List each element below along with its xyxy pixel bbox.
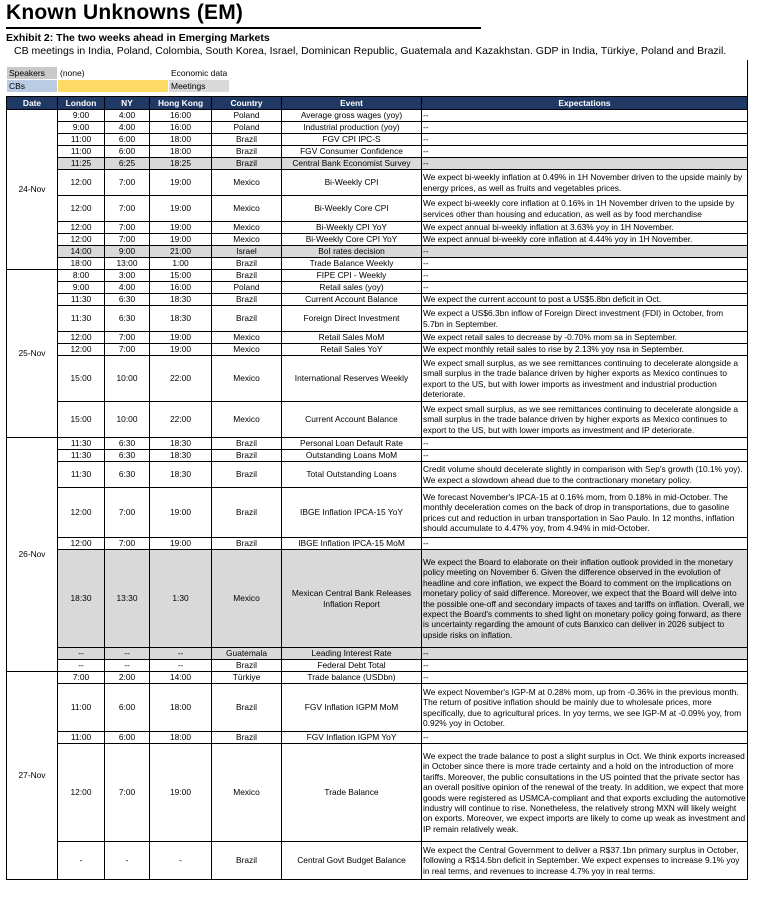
country-cell: Brazil	[212, 450, 282, 462]
london-time: 12:00	[58, 344, 105, 356]
event-cell: Bi-Weekly Core CPI	[282, 196, 422, 222]
ny-time: 4:00	[105, 110, 150, 122]
ny-time: 6:00	[105, 732, 150, 744]
event-cell: Trade Balance	[282, 744, 422, 842]
country-cell: Mexico	[212, 196, 282, 222]
table-row	[7, 246, 748, 258]
country-cell: Brazil	[212, 488, 282, 538]
date-cell: 24-Nov	[7, 110, 58, 270]
hongkong-time: 14:00	[150, 672, 212, 684]
hongkong-time: 18:00	[150, 732, 212, 744]
expectation-cell: We expect bi-weekly core inflation at 0.16% in 1H November driven to the upside by services other than housing and education, as well as by food merchandise	[422, 196, 748, 222]
ny-time: -	[105, 842, 150, 880]
country-cell: Mexico	[212, 550, 282, 648]
event-cell: FGV CPI IPC-S	[282, 134, 422, 146]
event-cell: Central Bank Economist Survey	[282, 158, 422, 170]
event-cell: IBGE Inflation IPCA-15 MoM	[282, 538, 422, 550]
hongkong-time: 18:00	[150, 684, 212, 732]
hongkong-time: 19:00	[150, 344, 212, 356]
london-time: 11:00	[58, 732, 105, 744]
col-header-expectations: Expectations	[422, 97, 748, 110]
hongkong-time: 22:00	[150, 402, 212, 438]
country-cell: Brazil	[212, 732, 282, 744]
country-cell: Mexico	[212, 222, 282, 234]
hongkong-time: 16:00	[150, 122, 212, 134]
expectation-cell: We expect the Board to elaborate on their inflation outlook provided in the monetary policy meeting on November 6. Given the difference observed in the evolution of headline and core inflation, we expect the Board to comment on the implications on monetary policy of said difference. Moreover, we expect that the Board will delve into the possible one-off and secondary impacts of taxes and tariffs on inflation. Overall, we expect the Board's comments to shed light on monetary policy going forward, as there is uncertainty regarding the amount of cuts Banxico can deliver in 2026 subject to upside risks on inflation.	[422, 550, 748, 648]
table-row	[7, 732, 748, 744]
event-cell: FGV Inflation IGPM YoY	[282, 732, 422, 744]
london-time: --	[58, 648, 105, 660]
col-header-hongkong: Hong Kong	[150, 97, 212, 110]
hongkong-time: 1:30	[150, 550, 212, 648]
events-table	[6, 96, 748, 880]
london-time: 12:00	[58, 488, 105, 538]
expectation-cell: --	[422, 146, 748, 158]
london-time: 15:00	[58, 356, 105, 402]
hongkong-time: 18:30	[150, 450, 212, 462]
country-cell: Türkiye	[212, 672, 282, 684]
table-row	[7, 170, 748, 196]
expectation-cell: --	[422, 732, 748, 744]
expectation-cell: We expect the Central Government to deliver a R$37.1bn primary surplus in October, following a R$14.5bn deficit in September. We expect expenses to increase 9.1% yoy in real terms, and revenues to increase 4.7% yoy in real terms.	[422, 842, 748, 880]
legend-cbs-swatch	[58, 80, 169, 93]
ny-time: 6:00	[105, 134, 150, 146]
hongkong-time: 19:00	[150, 170, 212, 196]
expectation-cell: We expect monthly retail sales to rise by 2.13% yoy nsa in September.	[422, 344, 748, 356]
country-cell: Brazil	[212, 462, 282, 488]
table-row	[7, 222, 748, 234]
expectation-cell: --	[422, 450, 748, 462]
table-row	[7, 282, 748, 294]
event-cell: Retail Sales MoM	[282, 332, 422, 344]
country-cell: Brazil	[212, 158, 282, 170]
expectation-cell: --	[422, 258, 748, 270]
country-cell: Brazil	[212, 842, 282, 880]
event-cell: Bi-Weekly Core CPI YoY	[282, 234, 422, 246]
col-header-london: London	[58, 97, 105, 110]
table-row	[7, 660, 748, 672]
london-time: 11:30	[58, 438, 105, 450]
table-row	[7, 684, 748, 732]
exhibit-title: Exhibit 2: The two weeks ahead in Emerging Markets	[6, 32, 270, 44]
col-header-event: Event	[282, 97, 422, 110]
table-row	[7, 672, 748, 684]
expectation-cell: We expect November's IGP-M at 0.28% mom, up from -0.36% in the previous month. The return of positive inflation should be mainly due to wholesale prices, more specifically, due to agricultural prices. In yoy terms, we see IGP-M at -0.09% yoy, from 0.92% yoy in October.	[422, 684, 748, 732]
london-time: 18:00	[58, 258, 105, 270]
legend	[6, 66, 230, 93]
country-cell: Mexico	[212, 344, 282, 356]
table-row	[7, 332, 748, 344]
ny-time: 9:00	[105, 246, 150, 258]
event-cell: Trade balance (USDbn)	[282, 672, 422, 684]
event-cell: FGV Consumer Confidence	[282, 146, 422, 158]
country-cell: Mexico	[212, 332, 282, 344]
ny-time: 13:30	[105, 550, 150, 648]
expectation-cell: --	[422, 110, 748, 122]
country-cell: Brazil	[212, 306, 282, 332]
country-cell: Mexico	[212, 402, 282, 438]
london-time: 11:00	[58, 146, 105, 158]
table-row	[7, 450, 748, 462]
expectation-cell: --	[422, 134, 748, 146]
hongkong-time: 18:00	[150, 134, 212, 146]
divider-line	[747, 60, 748, 96]
legend-meetings: Meetings	[169, 80, 230, 93]
country-cell: Brazil	[212, 660, 282, 672]
event-cell: Leading Interest Rate	[282, 648, 422, 660]
hongkong-time: 1:00	[150, 258, 212, 270]
table-row	[7, 344, 748, 356]
col-header-date: Date	[7, 97, 58, 110]
hongkong-time: 18:30	[150, 462, 212, 488]
country-cell: Mexico	[212, 744, 282, 842]
ny-time: 10:00	[105, 402, 150, 438]
london-time: 11:00	[58, 684, 105, 732]
hongkong-time: 15:00	[150, 270, 212, 282]
event-cell: Retail Sales YoY	[282, 344, 422, 356]
country-cell: Guatemala	[212, 648, 282, 660]
expectation-cell: We expect small surplus, as we see remittances continuing to decelerate alongside a small surplus in the trade balance driven by higher exports as Mexico continues to export to the US, but with lower imports as investment and industrial production deteriorate.	[422, 356, 748, 402]
expectation-cell: --	[422, 672, 748, 684]
table-row	[7, 402, 748, 438]
hongkong-time: --	[150, 648, 212, 660]
ny-time: 6:30	[105, 450, 150, 462]
expectation-cell: --	[422, 246, 748, 258]
london-time: 8:00	[58, 270, 105, 282]
country-cell: Brazil	[212, 270, 282, 282]
hongkong-time: 16:00	[150, 282, 212, 294]
event-cell: Industrial production (yoy)	[282, 122, 422, 134]
hongkong-time: 19:00	[150, 538, 212, 550]
country-cell: Mexico	[212, 234, 282, 246]
london-time: 15:00	[58, 402, 105, 438]
country-cell: Brazil	[212, 258, 282, 270]
event-cell: Trade Balance Weekly	[282, 258, 422, 270]
country-cell: Mexico	[212, 170, 282, 196]
expectation-cell: We expect the trade balance to post a slight surplus in Oct. We think exports increased in October since there is more trade certainty and a hold on the introduction of more tariffs. Moreover, the public consultations in the US pointed that the private sector has an overall positive opinion of the renewal of the treaty. In addition, we expect that more goods were registered as USMCA-compliant and that exports excluding the automotive industry will continue to rise. Nonetheless, the relatively strong MXN will likely weight on exports. Moreover, we expect imports are likely to come up weak as investment and IP remain relatively weak.	[422, 744, 748, 842]
table-row	[7, 270, 748, 282]
date-cell: 26-Nov	[7, 438, 58, 672]
table-row	[7, 462, 748, 488]
country-cell: Poland	[212, 122, 282, 134]
hongkong-time: 18:25	[150, 158, 212, 170]
london-time: -	[58, 842, 105, 880]
ny-time: 4:00	[105, 282, 150, 294]
event-cell: Retail sales (yoy)	[282, 282, 422, 294]
london-time: 14:00	[58, 246, 105, 258]
expectation-cell: --	[422, 660, 748, 672]
country-cell: Poland	[212, 282, 282, 294]
expectation-cell: --	[422, 158, 748, 170]
table-row	[7, 538, 748, 550]
ny-time: --	[105, 648, 150, 660]
country-cell: Brazil	[212, 438, 282, 450]
ny-time: 13:00	[105, 258, 150, 270]
col-header-ny: NY	[105, 97, 150, 110]
expectation-cell: --	[422, 438, 748, 450]
ny-time: 7:00	[105, 344, 150, 356]
ny-time: 6:25	[105, 158, 150, 170]
expectation-cell: We expect retail sales to decrease by -0.70% mom sa in September.	[422, 332, 748, 344]
event-cell: Current Account Balance	[282, 294, 422, 306]
expectation-cell: --	[422, 538, 748, 550]
event-cell: Bi-Weekly CPI	[282, 170, 422, 196]
table-row	[7, 134, 748, 146]
london-time: 12:00	[58, 234, 105, 246]
table-row	[7, 648, 748, 660]
table-row	[7, 306, 748, 332]
london-time: 11:30	[58, 306, 105, 332]
expectation-cell: We expect a US$6.3bn inflow of Foreign Direct investment (FDI) in October, from 5.7bn in September.	[422, 306, 748, 332]
hongkong-time: 18:30	[150, 306, 212, 332]
country-cell: Brazil	[212, 134, 282, 146]
date-cell: 27-Nov	[7, 672, 58, 880]
hongkong-time: 22:00	[150, 356, 212, 402]
event-cell: Foreign Direct Investment	[282, 306, 422, 332]
table-row	[7, 196, 748, 222]
event-cell: Current Account Balance	[282, 402, 422, 438]
country-cell: Israel	[212, 246, 282, 258]
date-cell: 25-Nov	[7, 270, 58, 438]
ny-time: 6:30	[105, 462, 150, 488]
country-cell: Brazil	[212, 684, 282, 732]
hongkong-time: 18:30	[150, 294, 212, 306]
ny-time: 7:00	[105, 332, 150, 344]
event-cell: Total Outstanding Loans	[282, 462, 422, 488]
expectation-cell: --	[422, 270, 748, 282]
expectation-cell: We expect the current account to post a US$5.8bn deficit in Oct.	[422, 294, 748, 306]
hongkong-time: 21:00	[150, 246, 212, 258]
table-row	[7, 842, 748, 880]
ny-time: 7:00	[105, 234, 150, 246]
london-time: 12:00	[58, 196, 105, 222]
ny-time: 4:00	[105, 122, 150, 134]
table-row	[7, 356, 748, 402]
ny-time: 2:00	[105, 672, 150, 684]
event-cell: Bi-Weekly CPI YoY	[282, 222, 422, 234]
event-cell: FIPE CPI - Weekly	[282, 270, 422, 282]
ny-time: 7:00	[105, 222, 150, 234]
london-time: 12:00	[58, 744, 105, 842]
title-rule	[6, 27, 481, 29]
event-cell: Average gross wages (yoy)	[282, 110, 422, 122]
table-row	[7, 488, 748, 538]
ny-time: 6:00	[105, 684, 150, 732]
event-cell: FGV Inflation IGPM MoM	[282, 684, 422, 732]
table-row	[7, 744, 748, 842]
ny-time: 6:00	[105, 146, 150, 158]
london-time: 11:00	[58, 134, 105, 146]
country-cell: Brazil	[212, 146, 282, 158]
expectation-cell: We forecast November's IPCA-15 at 0.16% mom, from 0.18% in mid-October. The monthly deceleration comes on the back of drop in transportations, due to gasoline prices cut and reduction in urban transportation in Sao Paulo. In 12 months, inflation should accumulate to 4.47% yoy, from 4.94% in mid-October.	[422, 488, 748, 538]
expectation-cell: We expect annual bi-weekly inflation at 3.63% yoy in 1H November.	[422, 222, 748, 234]
ny-time: --	[105, 660, 150, 672]
table-row	[7, 146, 748, 158]
table-row	[7, 294, 748, 306]
legend-speakers-label: Speakers	[7, 67, 58, 80]
expectation-cell: We expect small surplus, as we see remittances continuing to decelerate alongside a small surplus in the trade balance driven by higher exports as Mexico continues to export to the US, but with lower imports as investment and IP deteriorate.	[422, 402, 748, 438]
table-row	[7, 550, 748, 648]
legend-economic-data: Economic data	[169, 67, 230, 80]
london-time: 9:00	[58, 282, 105, 294]
london-time: 9:00	[58, 122, 105, 134]
hongkong-time: 19:00	[150, 488, 212, 538]
london-time: 12:00	[58, 538, 105, 550]
table-row	[7, 438, 748, 450]
event-cell: BoI rates decision	[282, 246, 422, 258]
col-header-country: Country	[212, 97, 282, 110]
hongkong-time: 16:00	[150, 110, 212, 122]
ny-time: 6:30	[105, 294, 150, 306]
legend-speakers-value: (none)	[58, 67, 169, 80]
hongkong-time: 19:00	[150, 744, 212, 842]
london-time: 7:00	[58, 672, 105, 684]
ny-time: 6:30	[105, 306, 150, 332]
table-row	[7, 234, 748, 246]
event-cell: Personal Loan Default Rate	[282, 438, 422, 450]
ny-time: 7:00	[105, 744, 150, 842]
expectation-cell: --	[422, 648, 748, 660]
hongkong-time: 19:00	[150, 222, 212, 234]
ny-time: 7:00	[105, 196, 150, 222]
london-time: 12:00	[58, 222, 105, 234]
expectation-cell: We expect bi-weekly inflation at 0.49% in 1H November driven to the upside mainly by energy prices, as well as fruits and vegetables prices.	[422, 170, 748, 196]
london-time: 11:25	[58, 158, 105, 170]
page-title: Known Unknowns (EM)	[6, 1, 244, 24]
ny-time: 7:00	[105, 538, 150, 550]
country-cell: Brazil	[212, 538, 282, 550]
hongkong-time: -	[150, 842, 212, 880]
country-cell: Mexico	[212, 356, 282, 402]
hongkong-time: 18:30	[150, 438, 212, 450]
table-header	[7, 97, 748, 110]
country-cell: Poland	[212, 110, 282, 122]
ny-time: 7:00	[105, 170, 150, 196]
event-cell: IBGE Inflation IPCA-15 YoY	[282, 488, 422, 538]
london-time: 18:30	[58, 550, 105, 648]
table-row	[7, 158, 748, 170]
london-time: 11:30	[58, 294, 105, 306]
hongkong-time: --	[150, 660, 212, 672]
ny-time: 10:00	[105, 356, 150, 402]
expectation-cell: Credit volume should decelerate slightly in comparison with Sep's growth (10.1% yoy). We expect a slowdown ahead due to the contractionary monetary policy.	[422, 462, 748, 488]
hongkong-time: 19:00	[150, 196, 212, 222]
exhibit-subtitle: CB meetings in India, Poland, Colombia, South Korea, Israel, Dominican Republic, Guatemala and Kazakhstan. GDP in India, Türkiye, Poland and Brazil.	[14, 45, 727, 57]
ny-time: 7:00	[105, 488, 150, 538]
london-time: 9:00	[58, 110, 105, 122]
table-row	[7, 110, 748, 122]
event-cell: Mexican Central Bank Releases Inflation Report	[282, 550, 422, 648]
hongkong-time: 19:00	[150, 234, 212, 246]
expectation-cell: --	[422, 282, 748, 294]
table-row	[7, 122, 748, 134]
ny-time: 3:00	[105, 270, 150, 282]
table-row	[7, 258, 748, 270]
event-cell: Central Govt Budget Balance	[282, 842, 422, 880]
hongkong-time: 18:00	[150, 146, 212, 158]
ny-time: 6:30	[105, 438, 150, 450]
country-cell: Brazil	[212, 294, 282, 306]
london-time: 12:00	[58, 170, 105, 196]
london-time: 12:00	[58, 332, 105, 344]
legend-cbs-label: CBs	[7, 80, 58, 93]
event-cell: International Reserves Weekly	[282, 356, 422, 402]
london-time: --	[58, 660, 105, 672]
london-time: 11:30	[58, 462, 105, 488]
event-cell: Federal Debt Total	[282, 660, 422, 672]
london-time: 11:30	[58, 450, 105, 462]
expectation-cell: We expect annual bi-weekly core inflation at 4.44% yoy in 1H November.	[422, 234, 748, 246]
hongkong-time: 19:00	[150, 332, 212, 344]
event-cell: Outstanding Loans MoM	[282, 450, 422, 462]
expectation-cell: --	[422, 122, 748, 134]
